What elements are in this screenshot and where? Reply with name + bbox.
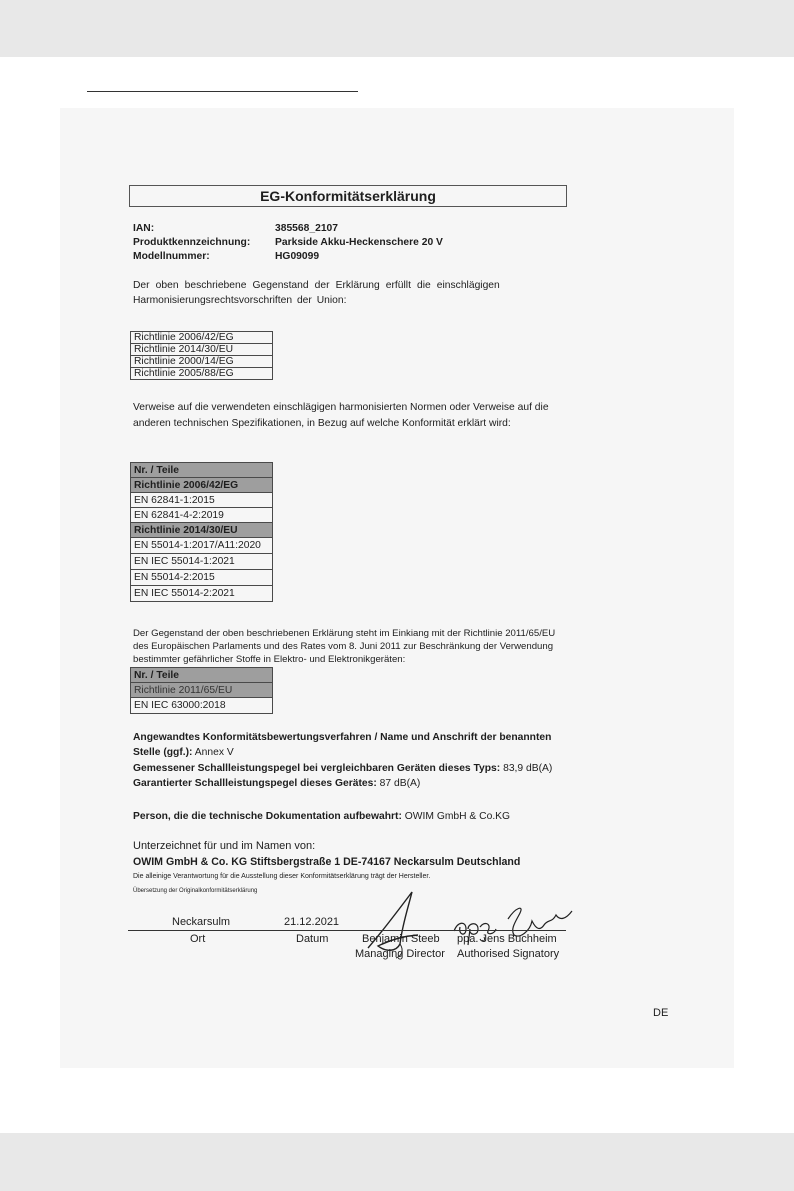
procedure-label: Stelle (ggf.): — [133, 747, 193, 758]
directives-table — [130, 331, 273, 380]
date-label: Datum — [296, 933, 329, 945]
rohs-line-3: bestimmter gefährlicher Stoffe in Elektro- und Elektronikgeräten: — [133, 654, 406, 665]
reference-line-2: anderen technischen Spezifikationen, in Bezug auf welche Konformität erklärt wird: — [133, 418, 511, 429]
signer1-role: Managing Director — [355, 948, 445, 960]
top-rule — [87, 91, 358, 92]
signer2-name: ppa. Jens Buchheim — [457, 933, 557, 945]
company-address: OWIM GmbH & Co. KG Stiftsbergstraße 1 DE-74167 Neckarsulm Deutschland — [133, 856, 521, 868]
procedure-value: Annex V — [194, 747, 234, 758]
statement-line-2: Harmonisierungsrechtsvorschriften der Union: — [133, 295, 347, 306]
field-value-ian: 385568_2107 — [275, 223, 338, 234]
rohs-directive: Richtlinie 2011/65/EU — [131, 683, 273, 698]
measured-value: 83,9 dB(A) — [503, 763, 553, 774]
standard-cell: EN 62841-1:2015 — [131, 493, 273, 508]
directive-cell: Richtlinie 2000/14/EG — [131, 356, 273, 368]
guaranteed-label: Garantierter Schallleistungspegel dieses Gerätes: — [133, 778, 377, 789]
rohs-line-1: Der Gegenstand der oben beschriebenen Erklärung steht im Einkiang mit der Richtlinie 2011/65/EU — [133, 628, 556, 639]
field-value-product: Parkside Akku-Heckenschere 20 V — [275, 237, 443, 248]
place-value: Neckarsulm — [172, 916, 231, 928]
place-label: Ort — [190, 933, 206, 945]
standard-cell: EN IEC 55014-1:2021 — [131, 554, 273, 570]
top-band — [0, 0, 794, 57]
directive-cell: Richtlinie 2006/42/EG — [131, 332, 273, 344]
responsibility-note: Die alleinige Verantwortung für die Ausstellung dieser Konformitätserklärung trägt der Hersteller. — [133, 873, 431, 880]
field-value-model: HG09099 — [275, 251, 320, 262]
standards-group-1: Richtlinie 2006/42/EG — [131, 478, 273, 493]
signer1-name: Benjamin Steeb — [362, 933, 440, 945]
reference-line-1: Verweise auf die verwendeten einschlägigen harmonisierten Normen oder Verweise auf die — [133, 402, 549, 413]
standard-cell: EN 62841-4-2:2019 — [131, 508, 273, 523]
date-value: 21.12.2021 — [284, 916, 340, 928]
language-code: DE — [653, 1007, 669, 1019]
procedure-line-1: Angewandtes Konformitätsbewertungsverfahren / Name und Anschrift der benannten — [133, 732, 552, 743]
directive-cell: Richtlinie 2014/30/EU — [131, 344, 273, 356]
rohs-table — [130, 667, 273, 714]
signature-line — [128, 930, 566, 931]
bottom-band — [0, 1133, 794, 1191]
standard-cell: EN 55014-1:2017/A11:2020 — [131, 538, 273, 554]
rohs-line-2: des Europäischen Parlaments und des Rates vom 8. Juni 2011 zur Beschränkung der Verwendung — [133, 641, 554, 652]
field-label-product: Produktkennzeichnung: — [133, 237, 251, 248]
standards-group-2: Richtlinie 2014/30/EU — [131, 523, 273, 538]
standards-table — [130, 462, 273, 602]
field-label-model: Modellnummer: — [133, 251, 210, 262]
standard-cell: EN IEC 55014-2:2021 — [131, 586, 273, 602]
statement-line-1: Der oben beschriebene Gegenstand der Erklärung erfüllt die einschlägigen — [133, 280, 500, 291]
measured-label: Gemessener Schallleistungspegel bei vergleichbaren Geräten dieses Typs: — [133, 763, 501, 774]
translation-note: Übersetzung der Originalkonformitätserklärung — [133, 888, 258, 894]
person-label: Person, die die technische Dokumentation aufbewahrt: — [133, 811, 402, 822]
standard-cell: EN 55014-2:2015 — [131, 570, 273, 586]
person-value: OWIM GmbH & Co.KG — [404, 811, 511, 822]
signed-intro: Unterzeichnet für und im Namen von: — [133, 840, 316, 852]
signer2-role: Authorised Signatory — [457, 948, 560, 960]
directive-cell: Richtlinie 2005/88/EG — [131, 368, 273, 380]
document-title: EG-Konformitätserklärung — [129, 185, 567, 207]
rohs-standard: EN IEC 63000:2018 — [131, 698, 273, 714]
guaranteed-value: 87 dB(A) — [379, 778, 421, 789]
field-label-ian: IAN: — [133, 223, 155, 234]
rohs-header: Nr. / Teile — [131, 668, 273, 683]
standards-header: Nr. / Teile — [131, 463, 273, 478]
